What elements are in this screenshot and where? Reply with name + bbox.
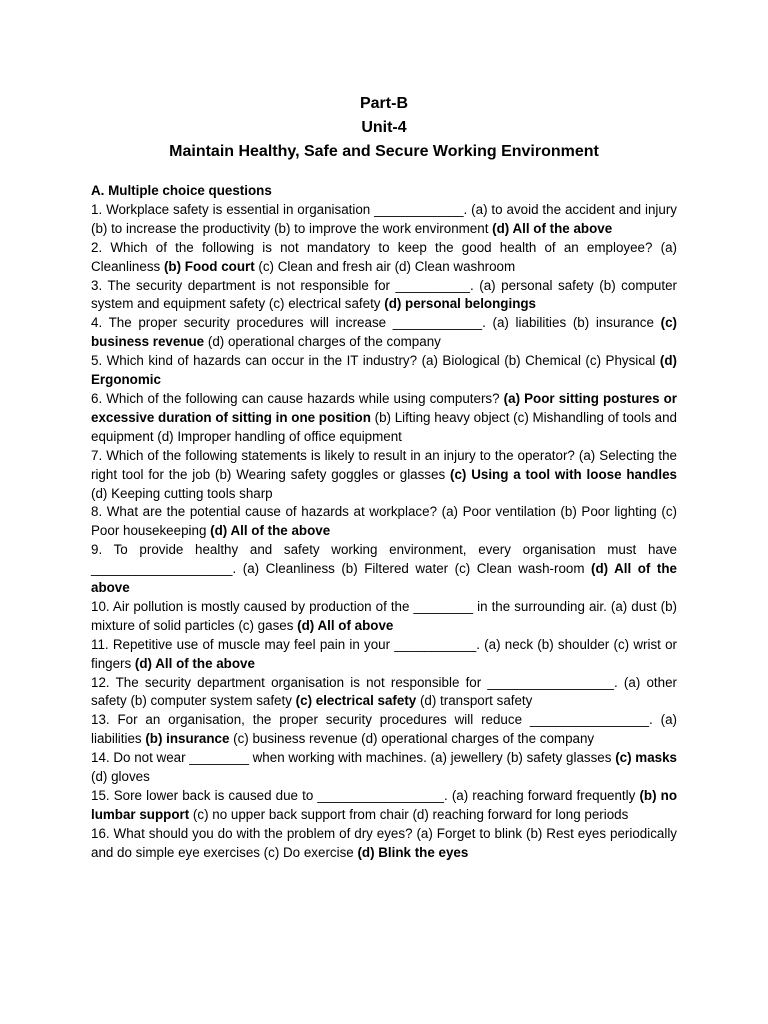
question-text: 1. Workplace safety is essential in organisation ____________. (a) to avoid the accident and injury (b) to increase the productivity (b) to improve the work environment xyxy=(91,201,677,236)
unit-heading: Unit-4 xyxy=(361,119,407,136)
question-text: 6. Which of the following can cause hazards while using computers? xyxy=(91,390,504,406)
question-13 xyxy=(91,711,677,749)
question-text: 8. What are the potential cause of hazards at workplace? (a) Poor ventilation (b) Poor lighting (c) Poor housekeeping xyxy=(91,504,677,539)
question-text: 4. The proper security procedures will increase ____________. (a) liabilities (b) insurance xyxy=(91,315,661,331)
question-5 xyxy=(91,352,677,390)
questions-section xyxy=(91,182,677,863)
question-text: 11. Repetitive use of muscle may feel pain in your ___________. (a) neck (b) shoulder (c) wrist or fingers xyxy=(91,636,677,671)
question-text: (b) Lifting heavy object (c) Mishandling of tools and equipment (d) Improper handling of office equipment xyxy=(91,409,677,444)
answer-highlight: (b) Food court xyxy=(163,258,255,274)
question-11 xyxy=(91,636,677,674)
answer-highlight: (d) Ergonomic xyxy=(91,353,677,388)
question-text: 14. Do not wear ________ when working with machines. (a) jewellery (b) safety glasses xyxy=(91,750,616,766)
question-12 xyxy=(91,674,677,712)
answer-highlight: (d) Blink the eyes xyxy=(357,844,469,860)
question-text: 15. Sore lower back is caused due to _________________. (a) reaching forward frequently xyxy=(91,788,640,803)
answer-highlight: (d) All of the above xyxy=(210,523,331,539)
question-7 xyxy=(91,447,677,504)
question-text: (d) transport safety xyxy=(416,693,533,709)
question-text: (d) Keeping cutting tools sharp xyxy=(91,485,273,501)
title-block xyxy=(0,92,768,164)
question-text: 16. What should you do with the problem of dry eyes? (a) Forget to blink (b) Rest eyes periodically and do simple eye exercises (c) Do exercise xyxy=(91,825,677,860)
answer-highlight: (b) no lumbar support xyxy=(91,788,677,822)
answer-highlight: (d) All of the above xyxy=(91,561,677,596)
answer-highlight: (c) masks xyxy=(615,750,677,766)
question-3 xyxy=(91,277,677,315)
section-heading: A. Multiple choice questions xyxy=(91,183,272,198)
answer-highlight: (d) All of the above xyxy=(134,655,255,671)
question-1 xyxy=(91,201,677,239)
question-text: 3. The security department is not responsible for __________. (a) personal safety (b) computer system and equipment safety (c) electrical safety xyxy=(91,277,677,312)
question-text: (d) gloves xyxy=(91,769,150,785)
question-text: 9. To provide healthy and safety working environment, every organisation must have ___________________. (a) Cleanliness (b) Filtered water (c) Clean wash-room xyxy=(91,542,677,577)
question-text: 2. Which of the following is not mandatory to keep the good health of an employee? (a) Cleanliness xyxy=(91,239,677,274)
answer-highlight: (d) personal belongings xyxy=(384,296,536,312)
question-9 xyxy=(91,541,677,598)
question-16 xyxy=(91,825,677,863)
answer-highlight: (a) Poor sitting postures or excessive duration of sitting in one position xyxy=(91,390,677,425)
question-15 xyxy=(91,787,677,825)
question-list xyxy=(91,201,677,863)
answer-highlight: (b) insurance xyxy=(145,731,230,747)
question-10 xyxy=(91,598,677,636)
question-text: 10. Air pollution is mostly caused by production of the ________ in the surrounding air. (a) dust (b) mixture of solid particles (c) gases xyxy=(91,598,677,633)
question-6 xyxy=(91,390,677,447)
question-text: 12. The security department organisation is not responsible for _________________. (a) other safety (b) computer system safety xyxy=(91,674,677,709)
question-text: (c) no upper back support from chair (d) reaching forward for long periods xyxy=(189,806,629,822)
question-text: 5. Which kind of hazards can occur in the IT industry? (a) Biological (b) Chemical (c) Physical xyxy=(91,353,660,369)
question-4 xyxy=(91,314,677,352)
question-14 xyxy=(91,749,677,787)
answer-highlight: (d) All of the above xyxy=(492,220,613,236)
page-title: Maintain Healthy, Safe and Secure Working Environment xyxy=(169,143,599,160)
question-text: (d) operational charges of the company xyxy=(204,334,441,350)
question-text: (c) business revenue (d) operational charges of the company xyxy=(229,731,595,747)
question-8 xyxy=(91,503,677,541)
answer-highlight: (d) All of above xyxy=(297,617,394,633)
question-text: 7. Which of the following statements is likely to result in an injury to the operator? (a) Selecting the right tool for the job (b) Wearing safety goggles or glasses xyxy=(91,447,677,482)
part-heading: Part-B xyxy=(359,95,408,112)
answer-highlight: (c) business revenue xyxy=(91,315,677,350)
question-text: (c) Clean and fresh air (d) Clean washroom xyxy=(254,258,516,274)
question-2 xyxy=(91,239,677,277)
answer-highlight: (c) electrical safety xyxy=(295,693,417,709)
answer-highlight: (c) Using a tool with loose handles xyxy=(450,466,677,482)
question-text: 13. For an organisation, the proper security procedures will reduce ________________. (a) liabilities xyxy=(91,712,677,747)
